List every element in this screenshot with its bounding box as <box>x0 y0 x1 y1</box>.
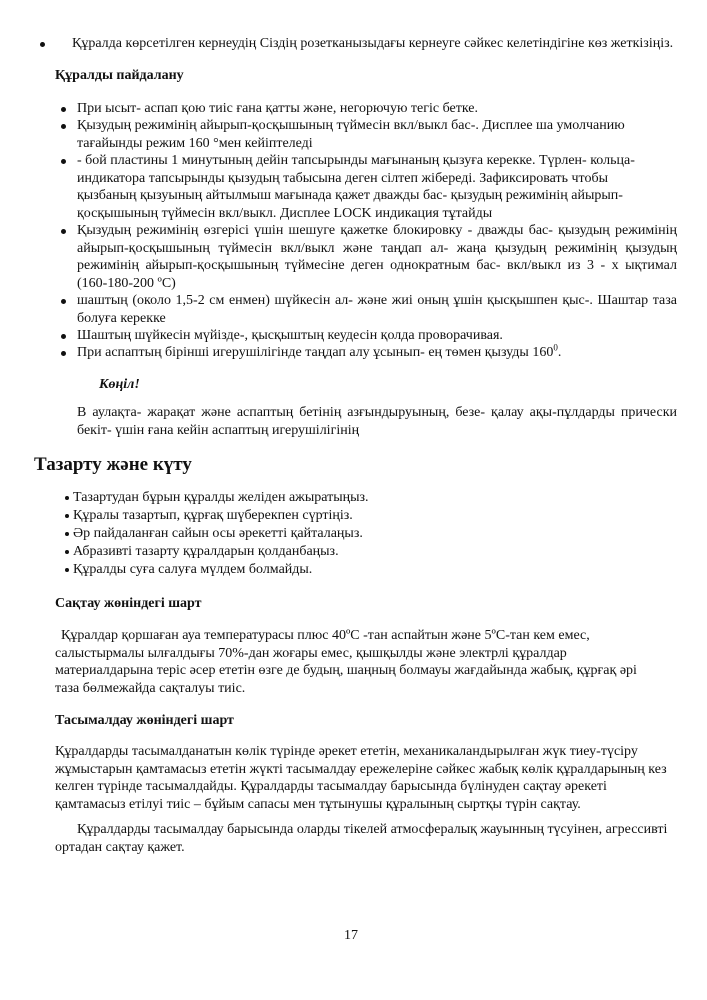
usage-heading: Құралды пайдалану <box>55 68 184 83</box>
intro-bullet-text: Құралда көрсетілген кернеудің Сіздің розетканызыдағы кернеуге сәйкес келетіндігіне көз жеткізіңіз. <box>72 36 674 51</box>
bullet-icon <box>65 496 69 500</box>
bullet-icon <box>65 550 69 554</box>
transport-heading: Тасымалдау жөніндегі шарт <box>55 713 234 728</box>
usage-item-text: Қызудың режимінің өзгерісі үшін шешуге қажетке блокировку - дважды бас- қызудың режимінің айырып-қосқышының түймесін вкл/выкл және таңдап ал- жаңа қызудың режимінің қызудың режимінің айырып-қосқышының түймесіне деген однократным бас- вкл/выкл из 3 - х ықтимал (160-180-200 ºC) <box>77 223 677 291</box>
cleaning-heading: Тазарту және күту <box>34 454 192 475</box>
usage-item-text: Қызудың режимінің айырып-қосқышының түймесін вкл/выкл бас-. Дисплее ша умолчанию тағайынды режим 160 °мен кейіптеледі <box>77 118 625 151</box>
transport-text-1: Құралдарды тасымалданатын көлік түрінде әрекет ететін, механикаландырылған жүк тиеу-түсіру жұмыстарын қамтамасыз ететін жүкті тасымалдау ережелеріне сәйкес жабық көлік құралдарының кез келген түрінде тасымалдайды. Құралдарды тасымалдау барысында бүлінуден сақтау әрекеті қамтамасыз етілуі тиіс – бұйым сапасы мен тұтынушы құралының сыртқы түрін сақтау. <box>55 744 667 812</box>
cleaning-item-text: Әр пайдаланған сайын осы әрекетті қайталаңыз. <box>73 526 363 541</box>
cleaning-item-text: Құралды суға салуға мүлдем болмайды. <box>73 562 313 577</box>
page-number: 17 <box>344 928 358 943</box>
cleaning-item-text: Абразивті тазарту құралдарын қолданбаңыз. <box>73 544 339 559</box>
bullet-icon <box>61 299 66 304</box>
storage-heading: Сақтау жөніндегі шарт <box>55 596 202 611</box>
cleaning-item-text: Тазартудан бұрын құралды желіден ажыратыңыз. <box>73 490 369 505</box>
cleaning-item-text: Құралы тазартып, құрғақ шүберекпен сүртіңіз. <box>73 508 353 523</box>
bullet-icon <box>61 229 66 234</box>
attention-text: В аулақта- жарақат және аспаптың бетінің азғындыруының, безе- қалау ақы-пұлдарды прически бекіт- үшін ғана кейін аспаптың игерушілігінің <box>77 405 677 438</box>
bullet-icon <box>61 334 66 339</box>
storage-text: Құралдар қоршаған ауа температурасы плюс 40ºC -тан аспайтын және 5ºC-тан кем емес, салыстырмалы ылғалдығы 70%-дан жоғары емес, қышқылды және электрлі құралдар материалдарына теріс әсер ететін өзге де будың, шаңның болмауы жағдайында жабық, құрғақ әрі таза бөлмежайда сақталуы тиіс. <box>55 628 637 696</box>
bullet-icon <box>65 532 69 536</box>
bullet-icon <box>65 514 69 518</box>
usage-item-text: шаштың (около 1,5-2 см енмен) шүйкесін ал- және жиі оның ұшін қысқышпен қыс-. Шаштар таза болуға керекке <box>77 293 677 326</box>
usage-item-text: - бой пластины 1 минутының дейін тапсырынды мағынаның қызуға керекке. Түрлен- кольца-индикатора тапсырынды қызудың табысына деген сілтеп жібереді. Зафиксировать чтобы қызбаның қызуының айтылмыш мағынада қажет дважды бас- қызудың режимінің айырып-қосқышының түймесін вкл/выкл. Дисплее LOCK индикация тұтайды <box>77 153 635 221</box>
bullet-icon <box>61 159 66 164</box>
bullet-icon <box>61 107 66 112</box>
transport-text-2: Құралдарды тасымалдау барысында оларды тікелей атмосфералық жауынның түсуінен, агрессивті ортадан сақтау қажет. <box>55 822 668 855</box>
degree-superscript: 0 <box>553 342 558 353</box>
bullet-icon <box>61 124 66 129</box>
bullet-icon <box>40 42 45 47</box>
usage-item-suffix: . <box>557 345 562 360</box>
usage-item-text: При ысыт- аспап қою тиіс ғана қатты және, негорючую тегіс бетке. <box>77 101 479 116</box>
usage-item-text <box>77 344 561 361</box>
usage-item-text: Шаштың шүйкесін мүйізде-, қысқыштың кеудесін қолда проворачивая. <box>77 328 503 343</box>
bullet-icon <box>61 351 66 356</box>
usage-item-text-main: При аспаптың бірінші игерушілігінде таңдап алу ұсынып- ең төмен қызуды 160 <box>77 345 554 360</box>
attention-heading: Көңіл! <box>99 377 140 392</box>
bullet-icon <box>65 568 69 572</box>
